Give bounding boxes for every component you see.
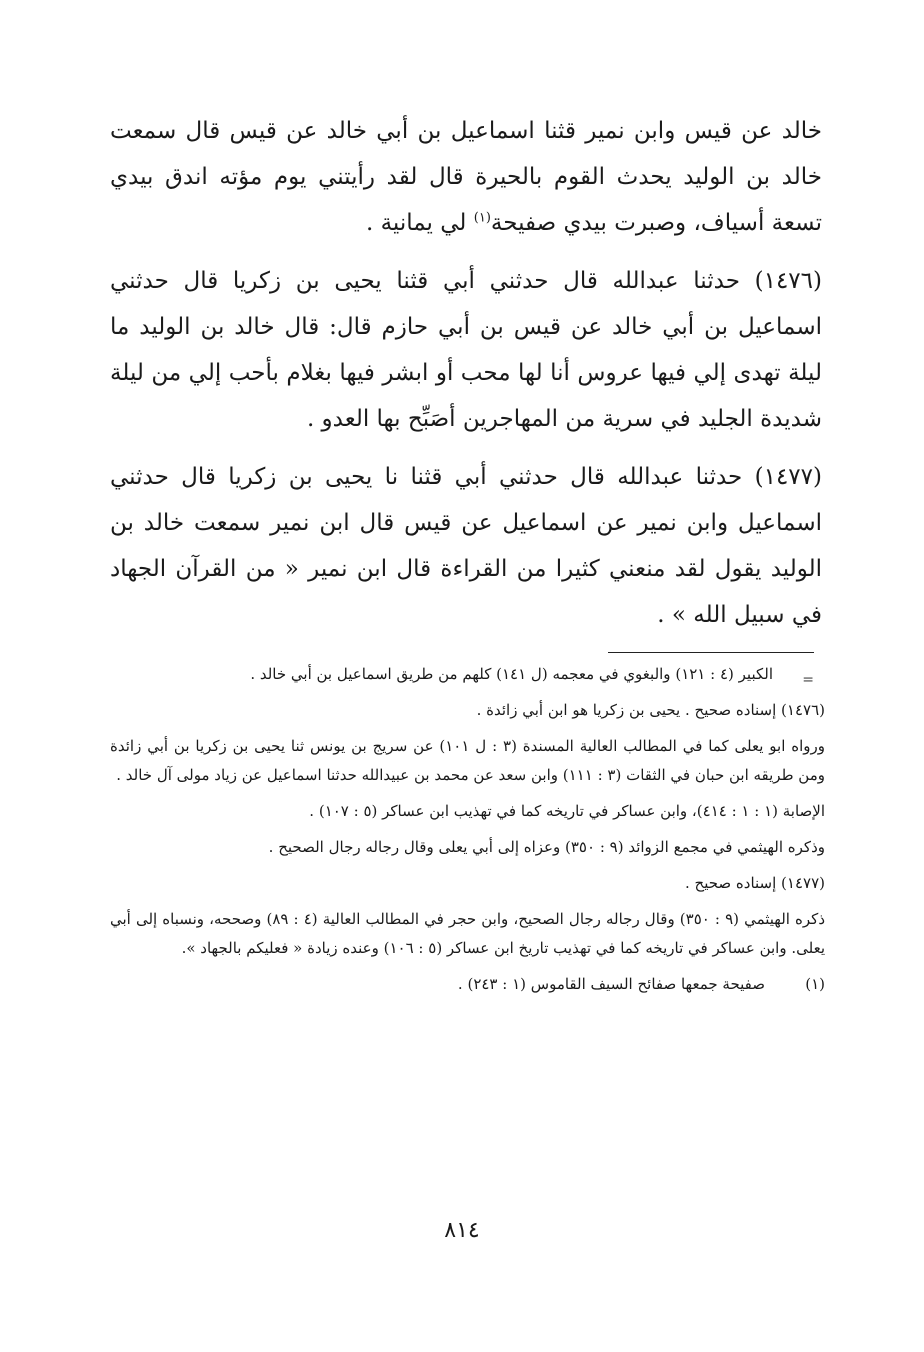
- paragraph-1476: (١٤٧٦) حدثنا عبدالله قال حدثني أبي قثنا يحيى بن زكريا قال حدثني اسماعيل بن أبي خالد عن قيس بن أبي حازم قال: قال خالد بن الوليد ما ليلة تهدى إلي فيها عروس أنا لها محب أو ابشر فيها بغلام بأحب إلي من ليلة شديدة الجليد في سرية من المهاجرين أصَبِّح بها العدو .: [110, 268, 822, 432]
- main-text: [110, 108, 822, 650]
- note-line-5: وذكره الهيثمي في مجمع الزوائد (٩ : ٣٥٠) وعزاه إلى أبي يعلى وقال رجاله رجال الصحيح .: [268, 838, 825, 856]
- notes-section: [110, 660, 825, 999]
- paragraph-1477: (١٤٧٧) حدثنا عبدالله قال حدثني أبي قثنا نا يحيى بن زكريا قال حدثني اسماعيل وابن نمير عن اسماعيل عن قيس قال ابن نمير سمعت خالد بن الوليد يقول لقد منعني كثيرا من القراءة قال ابن نمير « من القرآن الجهاد في سبيل الله » .: [110, 464, 822, 628]
- footnote-reference: (١): [473, 210, 491, 226]
- note-line-3: ورواه ابو يعلى كما في المطالب العالية المسندة (٣ : ل ١٠١) عن سريج بن يونس ثنا يحيى بن زكريا بن أبي زائدة ومن طريقه ابن حبان في الثقات (٣ : ١١١) وابن سعد عن محمد بن عبيدالله حدثنا اسماعيل عن زياد مولى آل خالد .: [110, 737, 825, 784]
- note-line-1: الكبير (٤ : ١٢١) والبغوي في معجمه (ل ١٤١) كلهم من طريق اسماعيل بن أبي خالد .: [250, 665, 773, 683]
- footnote-divider: [608, 652, 814, 653]
- footnote-text: صفيحة جمعها صفائح السيف القاموس (١ : ٢٤٣) .: [457, 975, 765, 993]
- paragraph-1-text: خالد عن قيس وابن نمير قثنا اسماعيل بن أبي خالد عن قيس قال سمعت خالد بن الوليد يحدث القوم بالحيرة قال لقد رأيتني يوم مؤته اندق بيدي تسعة أسياف، وصبرت بيدي صفيحة: [110, 118, 822, 236]
- note-line-4: الإصابة (١ : ١ : ٤١٤)، وابن عساكر في تاريخه كما في تهذيب ابن عساكر (٥ : ١٠٧) .: [309, 802, 825, 820]
- continuation-mark: =: [802, 672, 814, 688]
- footnote-number: (١): [805, 975, 825, 993]
- note-line-7: ذكره الهيثمي (٩ : ٣٥٠) وقال رجاله رجال الصحيح، وابن حجر في المطالب العالية (٤ : ٨٩) وصححه، ونسباه إلى أبي يعلى. وابن عساكر في تاريخه كما في تهذيب تاريخ ابن عساكر (٥ : ١٠٦) وعنده زيادة « فعليكم بالجهاد ».: [110, 910, 826, 957]
- note-line-2: (١٤٧٦) إسناده صحيح . يحيى بن زكريا هو ابن أبي زائدة .: [476, 701, 825, 719]
- note-line-6: (١٤٧٧) إسناده صحيح .: [684, 874, 825, 892]
- paragraph-1-tail: لي يمانية .: [365, 210, 474, 236]
- page-number: ٨١٤: [444, 1218, 480, 1243]
- paragraph-1: [110, 108, 822, 246]
- footnote-1: [110, 970, 825, 999]
